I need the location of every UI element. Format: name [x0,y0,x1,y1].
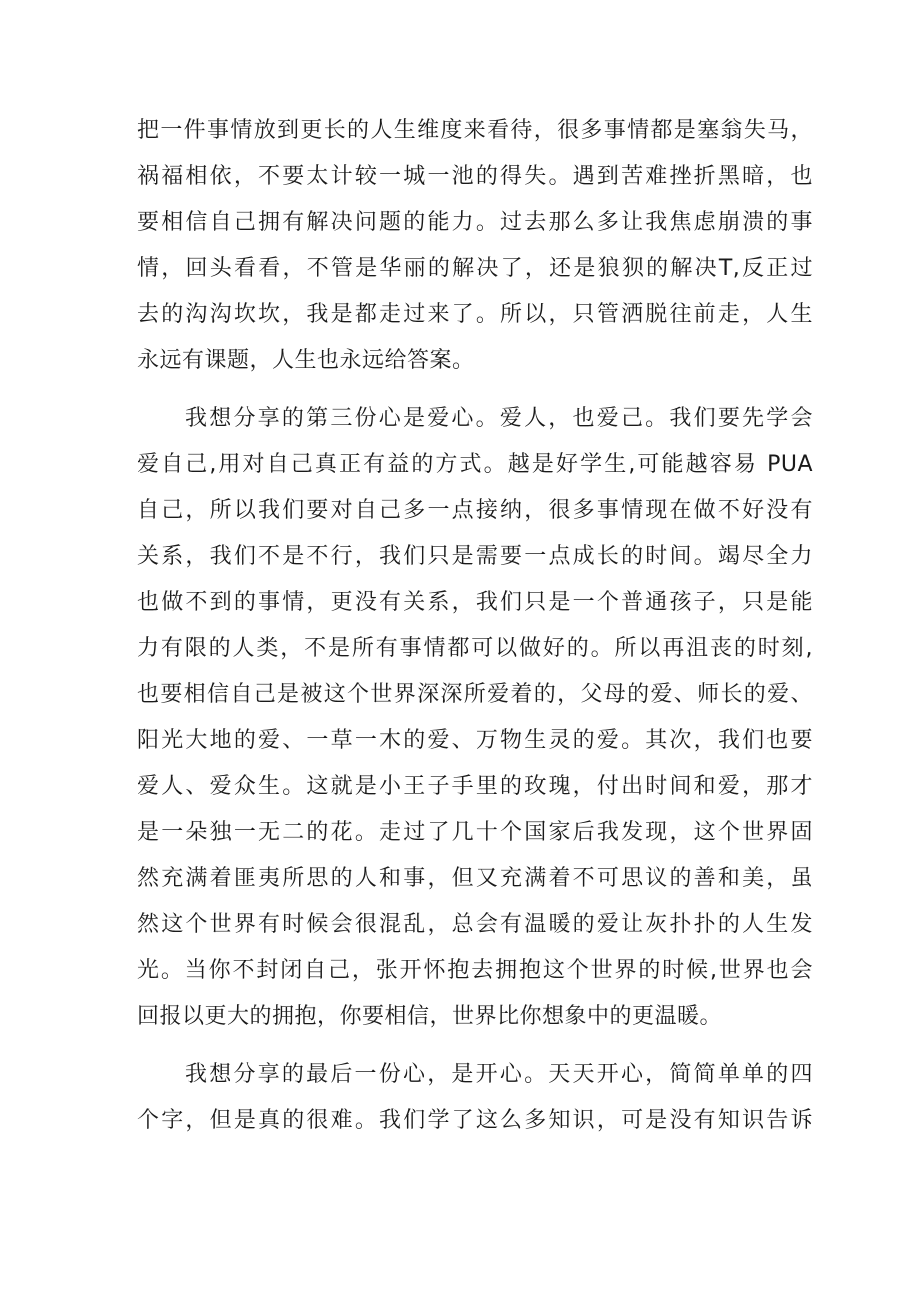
text-line: 我想分享的最后一份心，是开心。天天开心，简简单单的四 [185,1062,813,1087]
text-line: 光。当你不封闭自己，张开怀抱去拥抱这个世界的时候,世界也会 [137,958,813,983]
text-line: 永远有课题，人生也永远给答案。 [137,348,475,373]
paragraph [137,108,813,384]
text-line: 关系，我们不是不行，我们只是需要一点成长的时间。竭尽全力 [137,544,813,569]
text-line: 回报以更大的拥抱，你要相信，世界比你想象中的更温暖。 [137,1004,723,1029]
paragraph [137,396,813,1040]
text-line: 去的沟沟坎坎，我是都走过来了。所以，只管洒脱往前走，人生 [137,302,813,327]
text-line: 阳光大地的爱、一草一木的爱、万物生灵的爱。其次，我们也要 [137,728,813,753]
text-line: 爱自己,用对自己真正有益的方式。越是好学生,可能越容易 PUA [137,452,813,477]
text-line: 自己，所以我们要对自己多一点接纳，很多事情现在做不好没有 [137,498,813,523]
paragraph [137,1052,813,1144]
text-line: 情，回头看看，不管是华丽的解决了，还是狼狈的解决T,反正过 [137,256,813,281]
body-text [137,108,813,1144]
text-line: 要相信自己拥有解决问题的能力。过去那么多让我焦虑崩溃的事 [137,210,813,235]
text-line: 也要相信自己是被这个世界深深所爱着的，父母的爱、师长的爱、 [137,682,813,707]
text-line: 然这个世界有时候会很混乱，总会有温暖的爱让灰扑扑的人生发 [137,912,813,937]
text-line: 个字，但是真的很难。我们学了这么多知识，可是没有知识告诉 [137,1108,813,1133]
text-line: 也做不到的事情，更没有关系，我们只是一个普通孩子，只是能 [137,590,813,615]
text-line: 把一件事情放到更长的人生维度来看待，很多事情都是塞翁失马， [137,118,813,143]
text-line: 爱人、爱众生。这就是小王子手里的玫瑰，付出时间和爱，那才 [137,774,813,799]
text-line: 然充满着匪夷所思的人和事，但又充满着不可思议的善和美，虽 [137,866,813,891]
text-line: 是一朵独一无二的花。走过了几十个国家后我发现，这个世界固 [137,820,813,845]
text-line: 我想分享的第三份心是爱心。爱人，也爱己。我们要先学会 [185,406,813,431]
text-line: 祸福相依，不要太计较一城一池的得失。遇到苦难挫折黑暗，也 [137,164,813,189]
paragraph-gap [137,384,813,396]
paragraph-gap [137,1040,813,1052]
text-line: 力有限的人类，不是所有事情都可以做好的。所以再沮丧的时刻, [137,636,813,661]
